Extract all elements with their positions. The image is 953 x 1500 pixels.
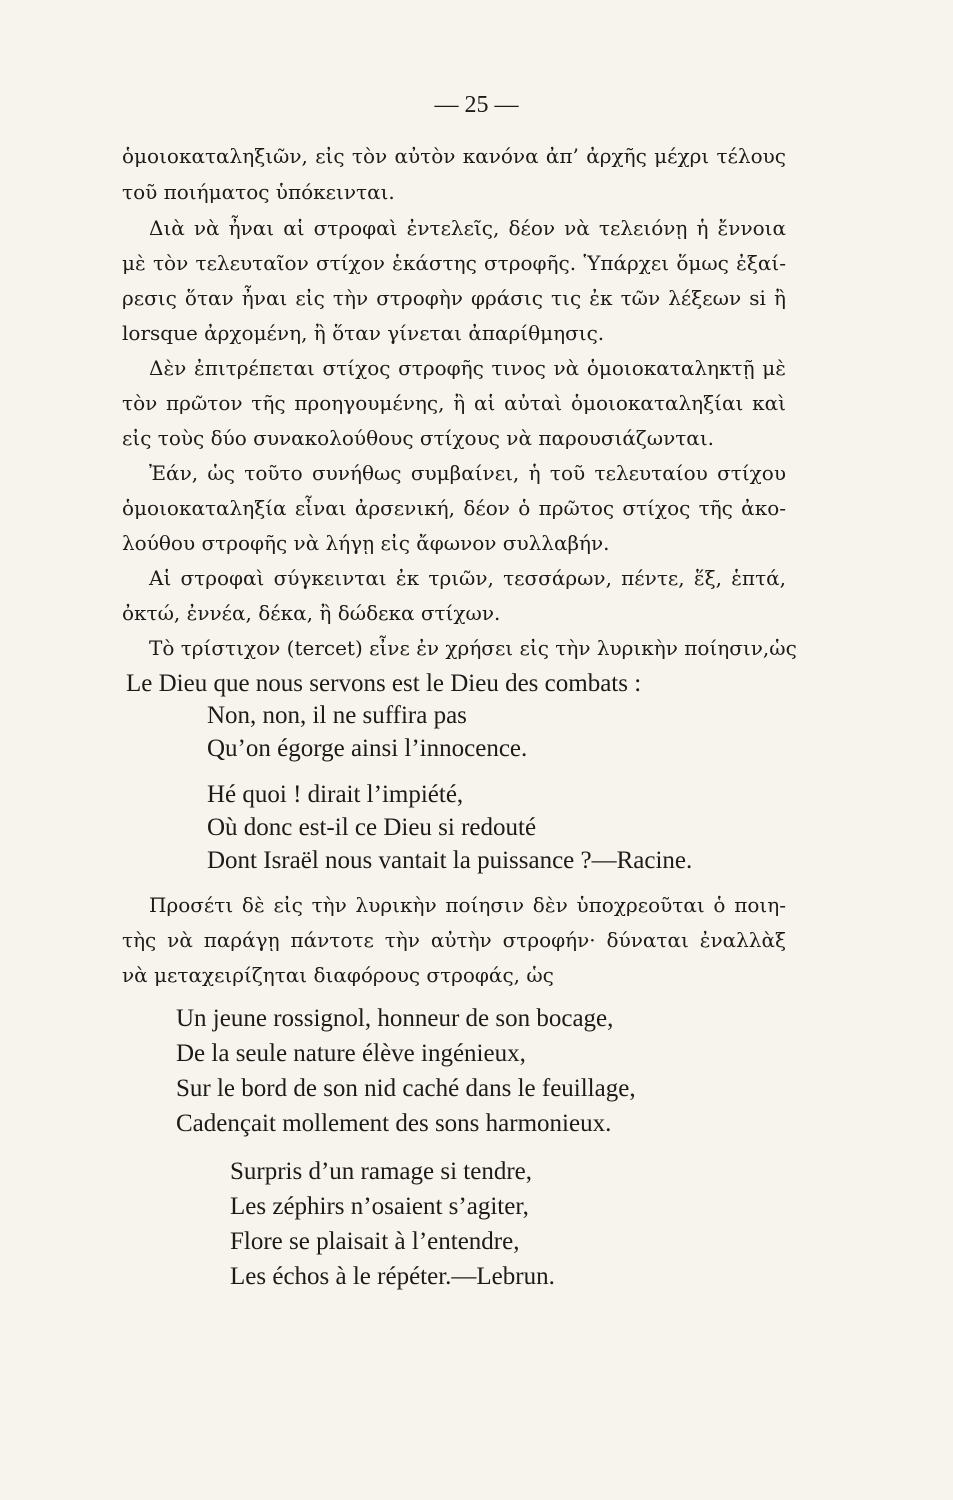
- poem-line: Sur le bord de son nid caché dans le feuillage,: [176, 1075, 636, 1102]
- poem-line: Les échos à le répéter.—Lebrun.: [230, 1263, 555, 1290]
- text-line: Διὰ νὰ ἦναι αἱ στροφαὶ ἐντελεῖς, δέον νὰ τελειόνῃ ἡ ἔννοια: [149, 216, 786, 240]
- poem-line: De la seule nature élève ingénieux,: [176, 1040, 526, 1067]
- poem-line: Qu’on égorge ainsi l’innocence.: [207, 735, 528, 762]
- poem-line: Hé quoi ! dirait l’impiété,: [207, 781, 464, 808]
- text-line: lorsque ἀρχομένη, ἢ ὅταν γίνεται ἀπαρίθμησις.: [122, 321, 605, 345]
- poem-line: Les zéphirs n’osaient s’agiter,: [230, 1193, 529, 1220]
- poem-line: Un jeune rossignol, honneur de son bocage,: [176, 1005, 614, 1032]
- poem-line: Flore se plaisait à l’entendre,: [230, 1228, 520, 1255]
- text-line: ὁμοιοκαταληξιῶν, εἰς τὸν αὐτὸν κανόνα ἀπ’ ἀρχῆς μέχρι τέλους: [122, 144, 786, 168]
- text-line: τὴς νὰ παράγῃ πάντοτε τὴν αὐτὴν στροφήν· δύναται ἐναλλὰξ: [122, 928, 786, 952]
- poem-line: Surpris d’un ramage si tendre,: [230, 1158, 533, 1185]
- text-line: Δὲν ἐπιτρέπεται στίχος στροφῆς τινος νὰ ὁμοιοκαταληκτῇ μὲ: [149, 356, 786, 380]
- text-line: τὸν πρῶτον τῆς προηγουμένης, ἢ αἱ αὐταὶ ὁμοιοκαταληξίαι καὶ: [122, 391, 786, 415]
- text-line: Αἱ στροφαὶ σύγκεινται ἐκ τριῶν, τεσσάρων, πέντε, ἕξ, ἑπτά,: [149, 566, 786, 590]
- text-line: ὀκτώ, ἐννέα, δέκα, ἢ δώδεκα στίχων.: [122, 601, 501, 625]
- text-line: ὁμοιοκαταληξία εἶναι ἀρσενική, δέον ὁ πρῶτος στίχος τῆς ἀκο-: [122, 496, 786, 520]
- text-line: μὲ τὸν τελευταῖον στίχον ἑκάστης στροφῆς. Ὑπάρχει ὅμως ἐξαί-: [122, 251, 786, 275]
- poem-line: Cadençait mollement des sons harmonieux.: [176, 1110, 612, 1137]
- page-number: — 25 —: [434, 92, 519, 118]
- poem-line: Le Dieu que nous servons est le Dieu des combats :: [126, 670, 642, 697]
- text-line: Προσέτι δὲ εἰς τὴν λυρικὴν ποίησιν δὲν ὑποχρεοῦται ὁ ποιη-: [149, 893, 786, 917]
- poem-line: Où donc est-il ce Dieu si redouté: [207, 814, 537, 841]
- poem-line: Dont Israël nous vantait la puissance ?—Racine.: [207, 847, 693, 874]
- text-line: εἰς τοὺς δύο συνακολούθους στίχους νὰ παρουσιάζωνται.: [122, 426, 715, 450]
- text-line: Τὸ τρίστιχον (tercet) εἶνε ἐν χρήσει εἰς τὴν λυρικὴν ποίησιν,ὡς: [149, 636, 797, 660]
- text-line: Ἐάν, ὡς τοῦτο συνήθως συμβαίνει, ἡ τοῦ τελευταίου στίχου: [149, 461, 786, 485]
- text-line: λούθου στροφῆς νὰ λήγῃ εἰς ἄφωνον συλλαβήν.: [122, 531, 610, 555]
- poem-line: Non, non, il ne suffira pas: [207, 702, 467, 729]
- text-line: νὰ μεταχειρίζηται διαφόρους στροφάς, ὡς: [122, 963, 554, 987]
- text-line: ρεσις ὅταν ἦναι εἰς τὴν στροφὴν φράσις τις ἐκ τῶν λέξεων si ἢ: [122, 286, 786, 310]
- text-line: τοῦ ποιήματος ὑπόκεινται.: [122, 180, 395, 204]
